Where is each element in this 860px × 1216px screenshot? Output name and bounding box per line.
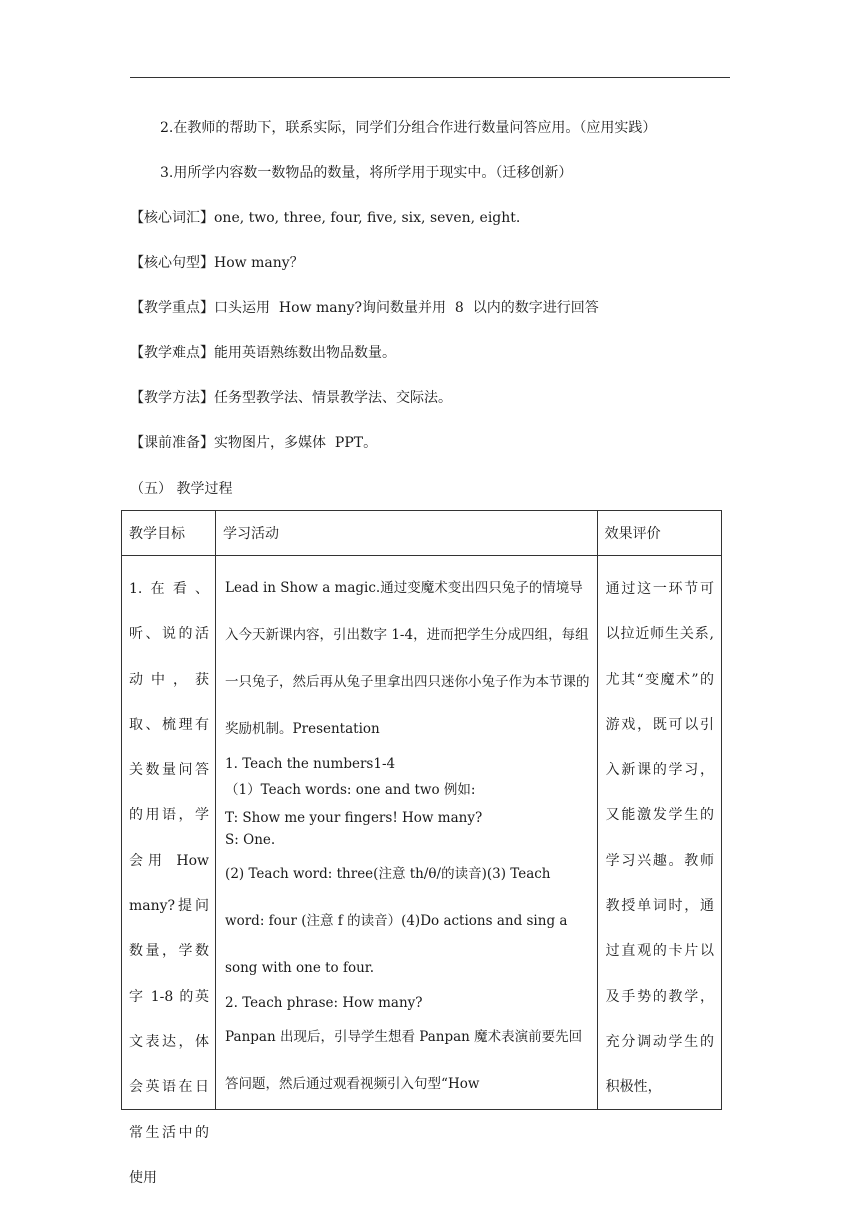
- class-preparation-value: 实物图片，多媒体 PPT。: [214, 435, 378, 451]
- teaching-difficulty: [130, 344, 396, 362]
- table-header-row: [122, 511, 722, 556]
- core-sentence-value: How many？: [214, 255, 304, 271]
- activity-step: （1）Teach words: one and two 例如:: [225, 782, 476, 798]
- teaching-process-table: [121, 510, 722, 1186]
- class-preparation-label: 【课前准备】: [130, 435, 214, 451]
- core-vocabulary-label: 【核心词汇】: [130, 210, 214, 226]
- process-heading: （五） 教学过程: [130, 481, 233, 497]
- goal-text: 1.在看、听、说的活动中，获取、梳理有关数量问答的用语，学会用 How many?提问数量，学数字 1-8 的英文表达，体会英语在日常生活中的使用: [129, 581, 210, 1186]
- evaluation-text: 通过这一环节可以拉近师生关系,尤其“变魔术”的游戏，既可以引入新课的学习，又能激发学生的学习兴趣。教师教授单词时，通过直观的卡片以及手势的教学，充分调动学生的积极性，: [605, 581, 714, 1096]
- teaching-difficulty-label: 【教学难点】: [130, 345, 214, 361]
- objective-3: 3.用所学内容数一数物品的数量，将所学用于现实中。（迁移创新）: [160, 165, 573, 181]
- activity-step: Panpan 出现后，引导学生想看 Panpan 魔术表演前要先回答问题，然后通过观看视频引入句型“How: [225, 1029, 583, 1092]
- objective-2: 2.在教师的帮助下，联系实际，同学们分组合作进行数量问答应用。（应用实践）: [160, 120, 657, 136]
- activity-step: (2) Teach word: three(注意 th/θ/的读音)(3) Teach word: four (注意 f 的读音）(4)Do actions and sing a song with one to four.: [225, 866, 568, 976]
- header-evaluation: 效果评价: [597, 511, 721, 556]
- goal-cell: [122, 556, 216, 1186]
- teaching-focus-value: 口头运用 How many?询问数量并用 8 以内的数字进行回答: [214, 300, 599, 316]
- activity-step: 2. Teach phrase: How many?: [225, 995, 423, 1011]
- core-sentence-label: 【核心句型】: [130, 255, 214, 271]
- table-row: [122, 556, 722, 1110]
- header-activity: 学习活动: [216, 511, 598, 556]
- teaching-method: [130, 389, 452, 407]
- core-sentence: [130, 254, 304, 272]
- teaching-focus: [130, 299, 599, 317]
- activity-step: T: Show me your fingers! How many?: [225, 810, 483, 826]
- teaching-focus-label: 【教学重点】: [130, 300, 214, 316]
- activity-list: [217, 557, 596, 1106]
- header-rule: [130, 77, 730, 78]
- core-vocabulary: [130, 209, 520, 227]
- teaching-method-label: 【教学方法】: [130, 390, 214, 406]
- activity-step: S: One.: [225, 832, 276, 848]
- activity-step: 1. Teach the numbers1-4: [225, 756, 396, 772]
- evaluation-cell: [597, 556, 721, 1110]
- activity-lead-in: Lead in Show a magic.通过变魔术变出四只兔子的情境导入今天新课内容，引出数字 1-4，进而把学生分成四组，每组一只兔子，然后再从兔子里拿出四只迷你小兔子作为本节课的奖励机制。Presentation: [225, 580, 590, 737]
- core-vocabulary-value: one, two, three, four, five, six, seven, eight.: [214, 210, 521, 226]
- teaching-difficulty-value: 能用英语熟练数出物品数量。: [214, 345, 396, 361]
- teaching-method-value: 任务型教学法、情景教学法、交际法。: [214, 390, 452, 406]
- header-goal: 教学目标: [122, 511, 216, 556]
- class-preparation: [130, 434, 377, 452]
- activity-cell: [216, 556, 598, 1110]
